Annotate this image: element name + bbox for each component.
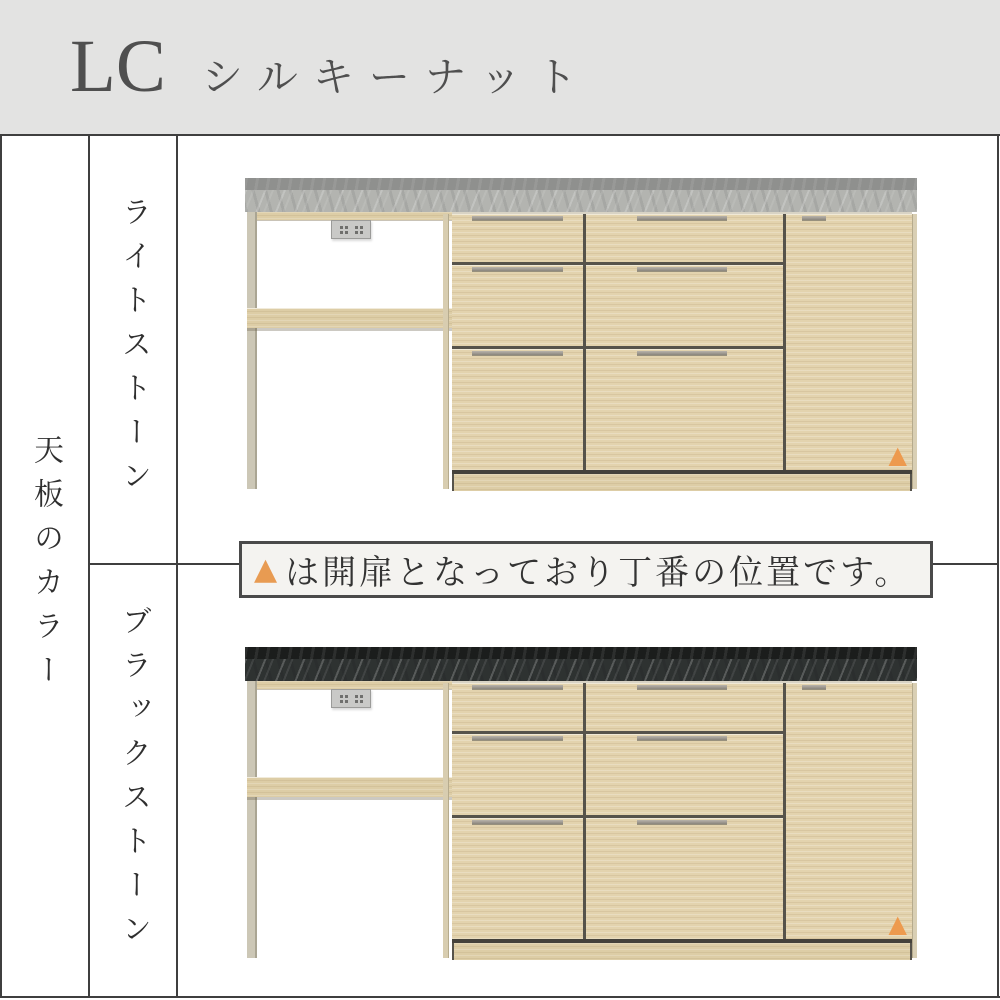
countertop-light-stone — [245, 178, 917, 212]
hinge-position-triangle-icon: ▲ — [888, 441, 907, 469]
open-shelf — [247, 777, 452, 797]
product-series-name: シルキーナット — [201, 54, 592, 100]
drawer-unit — [452, 214, 912, 491]
drawer-handle — [637, 685, 727, 689]
left-side-panel — [247, 212, 257, 489]
kickboard — [454, 474, 910, 491]
row-header-cell — [2, 136, 88, 996]
countertop-face — [245, 190, 917, 212]
drawer — [452, 265, 583, 346]
table-divider-col2 — [176, 134, 178, 998]
countertop-edge — [245, 647, 917, 659]
outlet-icon — [331, 689, 371, 708]
product-model: LC — [70, 25, 166, 108]
black-stone-cell — [90, 566, 176, 996]
left-side-panel — [247, 681, 257, 958]
hinge-triangle-icon: ▲ — [254, 551, 278, 587]
drawer — [452, 734, 583, 815]
header — [0, 0, 1000, 134]
door-handle — [802, 216, 826, 220]
drawer-handle — [637, 216, 727, 220]
drawer — [586, 818, 783, 939]
hinge-note-text: は開扉となっており丁番の位置です。 — [285, 554, 912, 592]
door-handle — [802, 685, 826, 689]
drawer — [452, 683, 583, 731]
outlet-icon — [331, 220, 371, 239]
drawer-handle — [637, 820, 727, 824]
cabinet-side-wall-right — [912, 683, 917, 958]
light-stone-cell — [90, 136, 176, 564]
hinged-door — [786, 214, 912, 470]
outlet-socket — [355, 695, 363, 703]
drawer-unit — [452, 683, 912, 960]
table-border-bottom — [0, 996, 1000, 998]
drawer — [586, 734, 783, 815]
light-stone-label: ライトストーン — [117, 196, 150, 504]
drawer-handle — [472, 736, 563, 740]
drawer-handle — [472, 267, 563, 271]
drawer-handle — [472, 820, 563, 824]
table-border-right — [997, 134, 999, 998]
drawer-handle — [637, 351, 727, 355]
under-counter-rail — [247, 212, 452, 220]
open-shelf — [247, 308, 452, 328]
under-counter-rail — [247, 681, 452, 689]
hinge-note-box — [239, 541, 933, 598]
hinge-position-triangle-icon: ▲ — [888, 910, 907, 938]
black-stone-label: ブラックストーン — [117, 605, 150, 957]
drawer-handle — [472, 216, 563, 220]
cabinet-side-wall-right — [912, 214, 917, 489]
drawer-handle — [472, 685, 563, 689]
drawer-handle — [472, 351, 563, 355]
drawer-handle — [637, 267, 727, 271]
countertop-black-stone — [245, 647, 917, 681]
cabinet-light-stone — [245, 178, 917, 491]
outlet-socket — [340, 226, 348, 234]
drawer — [586, 349, 783, 470]
drawer — [586, 683, 783, 731]
cabinet-black-stone — [245, 647, 917, 960]
hinged-door — [786, 683, 912, 939]
cabinet-side-wall-left — [443, 683, 449, 958]
row-header-label: 天板のカラー — [29, 434, 62, 698]
drawer — [586, 214, 783, 262]
outlet-socket — [355, 226, 363, 234]
drawer — [452, 349, 583, 470]
kickboard — [454, 943, 910, 960]
cabinet-side-wall-left — [443, 214, 449, 489]
countertop-face — [245, 659, 917, 681]
countertop-edge — [245, 178, 917, 190]
drawer — [452, 214, 583, 262]
drawer — [452, 818, 583, 939]
drawer — [586, 265, 783, 346]
outlet-socket — [340, 695, 348, 703]
drawer-handle — [637, 736, 727, 740]
